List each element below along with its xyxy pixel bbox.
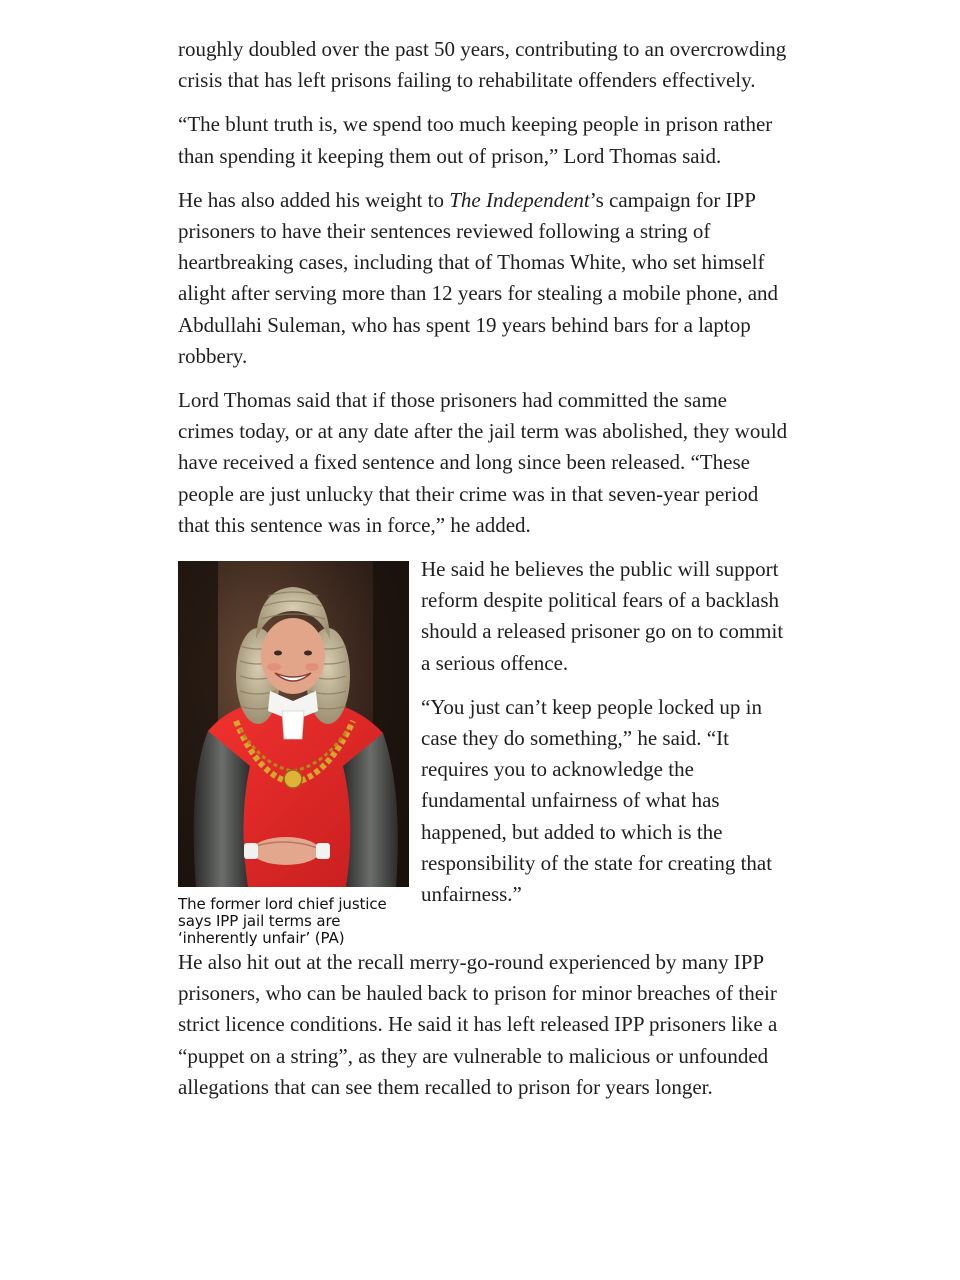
figure-caption: The former lord chief justice says IPP jail terms are ‘inherently unfair’ (PA)	[178, 895, 387, 948]
paragraph-1: roughly doubled over the past 50 years, contributing to an overcrowding crisis that has left prisons failing to rehabilitate offenders effectively.	[178, 37, 787, 93]
paragraph-5: He said he believes the public will support reform despite political fears of a backlash should a released prisoner go on to commit a serious offence.	[421, 557, 784, 675]
paragraph-3-rest: ’s campaign for IPP prisoners to have their sentences reviewed following a string of heartbreaking cases, including that of Thomas White, who set himself alight after serving more than 12 years for stealing a mobile phone, and Abdullahi Suleman, who has spent 19 years behind bars for a laptop robbery.	[178, 187, 779, 368]
paragraph-3-lead: He has also added his weight to	[178, 187, 450, 212]
publication-name: The Independent	[449, 187, 590, 212]
paragraph-6: “You just can’t keep people locked up in case they do something,” he said. “It requires you to acknowledge the fundamental unfairness of what has happened, but added to which is the responsibility of the state for creating that unfairness.”	[421, 694, 773, 907]
article-body	[178, 34, 788, 1116]
article-figure	[178, 561, 409, 947]
paragraph-7: He also hit out at the recall merry-go-round experienced by many IPP prisoners, who can be hauled back to prison for minor breaches of their strict licence conditions. He said it has left released IPP prisoners like a “puppet on a string”, as they are vulnerable to malicious or unfounded allegations that can see them recalled to prison for years longer.	[178, 950, 778, 1099]
paragraph-3	[178, 185, 788, 372]
paragraph-2: “The blunt truth is, we spend too much keeping people in prison rather than spending it keeping them out of prison,” Lord Thomas said.	[178, 112, 773, 168]
judge-portrait-photo[interactable]	[178, 561, 409, 887]
paragraph-4: Lord Thomas said that if those prisoners had committed the same crimes today, or at any date after the jail term was abolished, they would have received a fixed sentence and long since been released. “These people are just unlucky that their crime was in that seven-year period that this sentence was in force,” he added.	[178, 388, 788, 537]
